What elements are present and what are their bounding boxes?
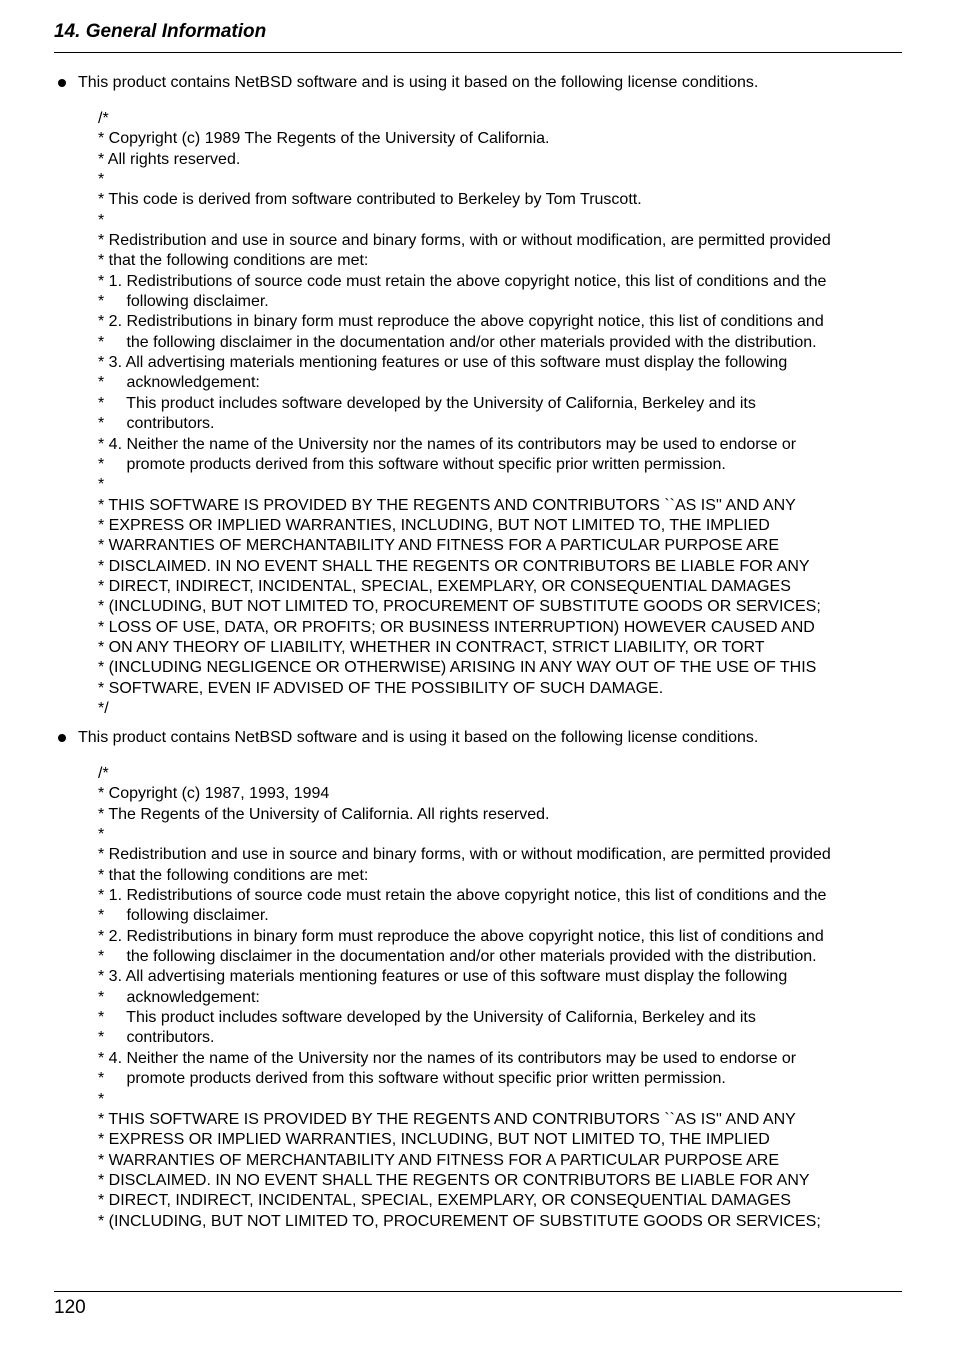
license-line: * that the following conditions are met:: [98, 252, 369, 270]
license-line: * DISCLAIMED. IN NO EVENT SHALL THE REGENTS OR CONTRIBUTORS BE LIABLE FOR ANY: [98, 557, 810, 575]
license-line: * 3. All advertising materials mentioning features or use of this software must display the following: [98, 354, 788, 372]
license-line: /*: [98, 110, 109, 127]
license-line: * promote products derived from this software without specific prior written permission.: [98, 455, 726, 473]
license-line: * acknowledgement:: [98, 988, 260, 1006]
license-line: * 4. Neither the name of the University nor the names of its contributors may be used to endorse or: [98, 1049, 797, 1067]
license-line: *: [98, 476, 105, 494]
license-line: * THIS SOFTWARE IS PROVIDED BY THE REGENTS AND CONTRIBUTORS ``AS IS'' AND ANY: [98, 1110, 796, 1128]
license-line: * the following disclaimer in the documentation and/or other materials provided with the distribution.: [98, 948, 817, 966]
license-line: * Redistribution and use in source and binary forms, with or without modification, are permitted provided: [98, 232, 831, 250]
bullet-icon: [58, 79, 66, 87]
license-line: *: [98, 1090, 105, 1108]
license-text-block-2: [54, 764, 902, 1232]
license-line: * contributors.: [98, 1029, 215, 1047]
license-line: * Copyright (c) 1989 The Regents of the University of California.: [98, 130, 550, 148]
license-line: * 1. Redistributions of source code must retain the above copyright notice, this list of conditions and the: [98, 272, 827, 290]
page-title: 14. General Information: [54, 21, 267, 42]
license-line: */: [98, 699, 109, 717]
license-line: * that the following conditions are met:: [98, 866, 369, 884]
license-line: * EXPRESS OR IMPLIED WARRANTIES, INCLUDING, BUT NOT LIMITED TO, THE IMPLIED: [98, 516, 770, 534]
license-line: * 4. Neither the name of the University nor the names of its contributors may be used to endorse or: [98, 435, 797, 453]
license-line: * 2. Redistributions in binary form must reproduce the above copyright notice, this list of conditions and: [98, 927, 824, 945]
license-line: * EXPRESS OR IMPLIED WARRANTIES, INCLUDING, BUT NOT LIMITED TO, THE IMPLIED: [98, 1131, 770, 1149]
license-line: * (INCLUDING NEGLIGENCE OR OTHERWISE) ARISING IN ANY WAY OUT OF THE USE OF THIS: [98, 659, 817, 677]
license-intro-2: [54, 728, 902, 748]
license-line: * WARRANTIES OF MERCHANTABILITY AND FITNESS FOR A PARTICULAR PURPOSE ARE: [98, 1151, 780, 1169]
license-line: * DIRECT, INDIRECT, INCIDENTAL, SPECIAL, EXEMPLARY, OR CONSEQUENTIAL DAMAGES: [98, 577, 791, 595]
license-section-1: [54, 73, 902, 719]
license-line: * 3. All advertising materials mentioning features or use of this software must display the following: [98, 968, 788, 986]
license-intro-text: This product contains NetBSD software and is using it based on the following license conditions.: [78, 729, 759, 746]
license-intro-1: [54, 73, 902, 93]
license-line: *: [98, 171, 105, 189]
license-line: * acknowledgement:: [98, 374, 260, 392]
license-line: * The Regents of the University of California. All rights reserved.: [98, 805, 550, 823]
page-number: 120: [54, 1297, 86, 1318]
footer-divider: [54, 1291, 902, 1292]
license-line: * LOSS OF USE, DATA, OR PROFITS; OR BUSINESS INTERRUPTION) HOWEVER CAUSED AND: [98, 618, 815, 636]
license-line: * following disclaimer.: [98, 293, 269, 311]
license-line: * WARRANTIES OF MERCHANTABILITY AND FITNESS FOR A PARTICULAR PURPOSE ARE: [98, 537, 780, 555]
license-line: * ON ANY THEORY OF LIABILITY, WHETHER IN CONTRACT, STRICT LIABILITY, OR TORT: [98, 638, 765, 656]
license-section-2: [54, 728, 902, 1232]
license-line: * following disclaimer.: [98, 907, 269, 925]
license-line: * Redistribution and use in source and binary forms, with or without modification, are permitted provided: [98, 846, 831, 864]
license-intro-text: This product contains NetBSD software and is using it based on the following license conditions.: [78, 74, 759, 91]
license-line: * the following disclaimer in the documentation and/or other materials provided with the distribution.: [98, 333, 817, 351]
license-line: /*: [98, 765, 109, 782]
license-line: * promote products derived from this software without specific prior written permission.: [98, 1070, 726, 1088]
license-line: * contributors.: [98, 415, 215, 433]
license-line: * DIRECT, INDIRECT, INCIDENTAL, SPECIAL, EXEMPLARY, OR CONSEQUENTIAL DAMAGES: [98, 1192, 791, 1210]
license-line: *: [98, 826, 105, 844]
license-text-block-1: [54, 109, 902, 719]
license-line: * 1. Redistributions of source code must retain the above copyright notice, this list of conditions and the: [98, 887, 827, 905]
license-line: * This code is derived from software contributed to Berkeley by Tom Truscott.: [98, 191, 642, 209]
license-line: * DISCLAIMED. IN NO EVENT SHALL THE REGENTS OR CONTRIBUTORS BE LIABLE FOR ANY: [98, 1171, 810, 1189]
bullet-icon: [58, 734, 66, 742]
license-line: * All rights reserved.: [98, 150, 241, 168]
license-line: * THIS SOFTWARE IS PROVIDED BY THE REGENTS AND CONTRIBUTORS ``AS IS'' AND ANY: [98, 496, 796, 514]
license-line: * This product includes software developed by the University of California, Berkeley and its: [98, 1009, 756, 1027]
license-line: * Copyright (c) 1987, 1993, 1994: [98, 785, 330, 803]
license-line: *: [98, 211, 105, 229]
license-line: * This product includes software developed by the University of California, Berkeley and its: [98, 394, 756, 412]
license-line: * SOFTWARE, EVEN IF ADVISED OF THE POSSIBILITY OF SUCH DAMAGE.: [98, 679, 664, 697]
license-line: * (INCLUDING, BUT NOT LIMITED TO, PROCUREMENT OF SUBSTITUTE GOODS OR SERVICES;: [98, 598, 821, 616]
header-divider: [54, 52, 902, 53]
license-line: * (INCLUDING, BUT NOT LIMITED TO, PROCUREMENT OF SUBSTITUTE GOODS OR SERVICES;: [98, 1212, 821, 1230]
license-line: * 2. Redistributions in binary form must reproduce the above copyright notice, this list of conditions and: [98, 313, 824, 331]
